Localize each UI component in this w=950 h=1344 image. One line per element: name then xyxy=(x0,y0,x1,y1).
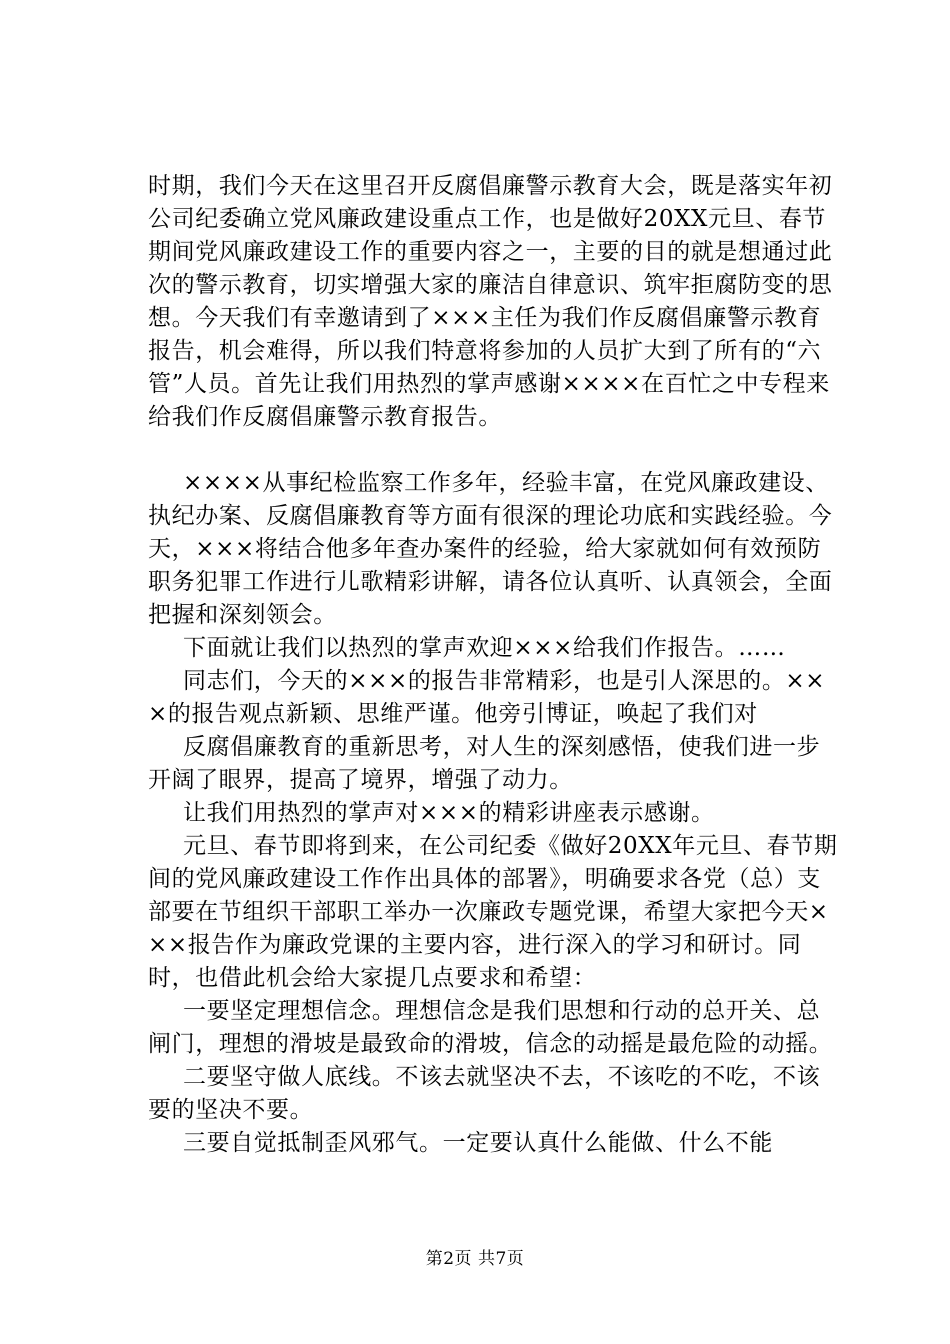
paragraph-holiday-deployment: 元旦、春节即将到来，在公司纪委《做好20XX年元旦、春节期间的党风廉政建设工作作出具体的部署》，明确要求各党（总）支部要在节组织干部职工举办一次廉政专题党课，希望大家把今天×××报告作为廉政党课的主要内容，进行深入的学习和研讨。同时，也借此机会给大家提几点要求和希望： xyxy=(148,833,838,991)
paragraph-reflection: 反腐倡廉教育的重新思考，对人生的深刻感悟，使我们进一步开阔了眼界，提高了境界，增强了动力。 xyxy=(148,734,821,793)
paragraph-opening: 时期，我们今天在这里召开反腐倡廉警示教育大会，既是落实年初公司纪委确立党风廉政建设重点工作，也是做好20XX元旦、春节期间党风廉政建设工作的重要内容之一，主要的目的就是想通过此次的警示教育，切实增强大家的廉洁自律意识、筑牢拒腐防变的思想。今天我们有幸邀请到了×××主任为我们作反腐倡廉警示教育报告，机会难得，所以我们特意将参加的人员扩大到了所有的“六管”人员。首先让我们用热烈的掌声感谢××××在百忙之中专程来给我们作反腐倡廉警示教育报告。 xyxy=(148,173,833,430)
paragraph-speaker-intro: ××××从事纪检监察工作多年，经验丰富，在党风廉政建设、执纪办案、反腐倡廉教育等方面有很深的理论功底和实践经验。今天，×××将结合他多年查办案件的经验，给大家就如何有效预防职务犯罪工作进行儿歌精彩讲解，请各位认真听、认真领会，全面把握和深刻领会。 xyxy=(148,470,833,628)
paragraph-requirement-1: 一要坚定理想信念。理想信念是我们思想和行动的总开关、总闸门，理想的滑坡是最致命的滑坡，信念的动摇是最危险的动摇。 xyxy=(148,998,833,1057)
document-body xyxy=(148,170,838,1160)
paragraph-requirement-2: 二要坚守做人底线。不该去就坚决不去，不该吃的不吃，不该要的坚决不要。 xyxy=(148,1064,821,1123)
paragraph-welcome: 下面就让我们以热烈的掌声欢迎×××给我们作报告。…… xyxy=(183,635,786,661)
paragraph-requirement-3: 三要自觉抵制歪风邪气。一定要认真什么能做、什么不能 xyxy=(183,1130,773,1156)
page-number-footer: 第2页 共7页 xyxy=(425,1249,525,1269)
paragraph-thanks: 让我们用热烈的掌声对×××的精彩讲座表示感谢。 xyxy=(183,800,715,826)
paragraph-praise: 同志们，今天的×××的报告非常精彩，也是引人深思的。×××的报告观点新颖、思维严谨。他旁引博证，唤起了我们对 xyxy=(148,668,826,727)
